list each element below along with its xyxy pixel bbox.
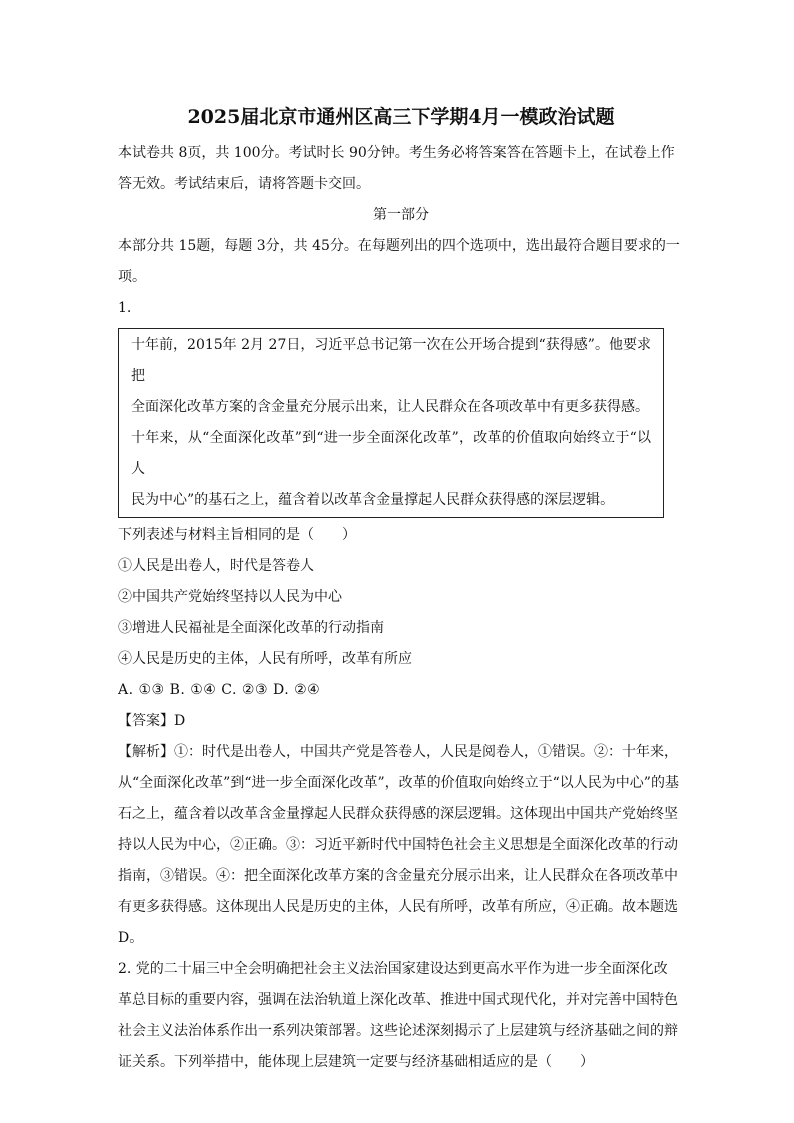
question-1-answer: 【答案】D bbox=[118, 713, 186, 729]
instructions-line-1: 本试卷共 8页，共 100分。考试时长 90分钟。考生务必将答案答在答题卡上，在试卷上作 bbox=[118, 145, 675, 161]
question-1-material-box bbox=[118, 328, 664, 518]
page-title: 2025届北京市通州区高三下学期4月一模政治试题 bbox=[187, 106, 615, 128]
question-2-line-4: 证关系。下列举措中，能体现上层建筑一定要与经济基础相适应的是（ ） bbox=[118, 1054, 594, 1070]
material-line-3: 十年来，从“全面深化改革”到“进一步全面深化改革”，改革的价值取向始终立于“以人 bbox=[131, 430, 651, 477]
analysis-line-4: 持以人民为中心，②正确。③：习近平新时代中国特色社会主义思想是全面深化改革的行动 bbox=[118, 837, 678, 853]
question-2-line-2: 革总目标的重要内容，强调在法治轨道上深化改革、推进中国式现代化，并对完善中国特色 bbox=[118, 992, 678, 1008]
instructions-line-2: 答无效。考试结束后，请将答题卡交回。 bbox=[118, 176, 370, 192]
question-1-choices: A. ①③ B. ①④ C. ②③ D. ②④ bbox=[118, 682, 321, 698]
question-2-line-1: 2. 党的二十届三中全会明确把社会主义法治国家建设达到更高水平作为进一步全面深化改 bbox=[118, 961, 668, 977]
question-1-option-3: ③增进人民福祉是全面深化改革的行动指南 bbox=[118, 620, 384, 636]
material-line-2: 全面深化改革方案的含金量充分展示出来，让人民群众在各项改革中有更多获得感。 bbox=[131, 399, 649, 415]
question-1-stem: 下列表述与材料主旨相同的是（ ） bbox=[118, 527, 356, 543]
document-page bbox=[118, 100, 684, 1078]
material-line-1: 十年前，2015年 2月 27日，习近平总书记第一次在公开场合提到“获得感”。他要求把 bbox=[131, 337, 651, 384]
part-desc-line-2: 项。 bbox=[118, 269, 146, 285]
question-1-option-4: ④人民是历史的主体，人民有所呼，改革有所应 bbox=[118, 651, 412, 667]
analysis-line-2: 从“全面深化改革”到“进一步全面深化改革”，改革的价值取向始终立于“以人民为中心”的基 bbox=[118, 775, 679, 791]
analysis-line-1: 【解析】①：时代是出卷人，中国共产党是答卷人，人民是阅卷人，①错误。②：十年来， bbox=[118, 744, 678, 760]
analysis-line-7: D。 bbox=[118, 930, 144, 946]
material-line-4: 民为中心”的基石之上，蕴含着以改革含金量撑起人民群众获得感的深层逻辑。 bbox=[131, 492, 615, 508]
question-1-number: 1. bbox=[118, 300, 132, 316]
question-2-line-3: 社会主义法治体系作出一系列决策部署。这些论述深刻揭示了上层建筑与经济基础之间的辩 bbox=[118, 1023, 678, 1039]
part-heading: 第一部分 bbox=[373, 207, 429, 223]
part-desc-line-1: 本部分共 15题，每题 3分，共 45分。在每题列出的四个选项中，选出最符合题目要求的一 bbox=[118, 238, 680, 254]
analysis-line-6: 有更多获得感。这体现出人民是历史的主体，人民有所呼，改革有所应，④正确。故本题选 bbox=[118, 899, 678, 915]
analysis-line-3: 石之上，蕴含着以改革含金量撑起人民群众获得感的深层逻辑。这体现出中国共产党始终坚 bbox=[118, 806, 678, 822]
question-1-option-1: ①人民是出卷人，时代是答卷人 bbox=[118, 558, 314, 574]
question-1-option-2: ②中国共产党始终坚持以人民为中心 bbox=[118, 589, 342, 605]
analysis-line-5: 指南，③错误。④：把全面深化改革方案的含金量充分展示出来，让人民群众在各项改革中 bbox=[118, 868, 678, 884]
